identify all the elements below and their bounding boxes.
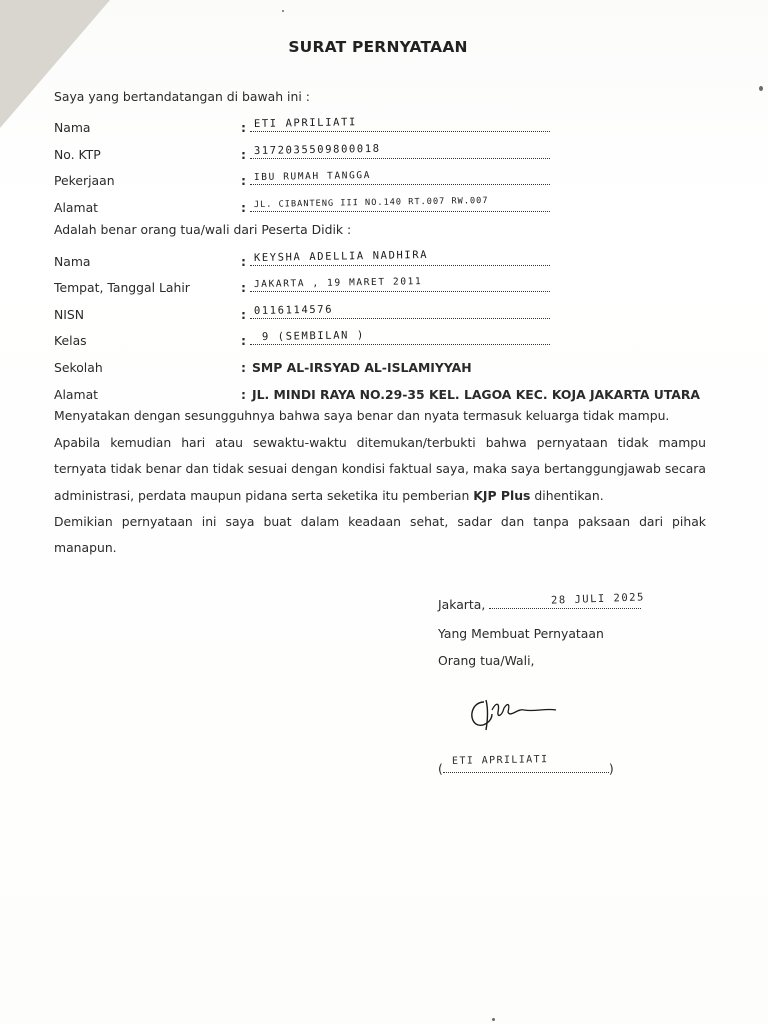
field-label: Nama xyxy=(54,254,91,269)
field-label: Alamat xyxy=(54,200,99,215)
field-label: No. KTP xyxy=(54,147,101,162)
date-dotted-line xyxy=(489,591,646,609)
dotted-line xyxy=(250,265,550,266)
field-colon: : xyxy=(241,280,246,295)
paren-close: ) xyxy=(608,761,614,776)
handwritten-signer-name: ETI APRILIATI xyxy=(451,754,549,767)
guardian-label: Orang tua/Wali, xyxy=(438,653,535,668)
field-label: Kelas xyxy=(54,333,87,348)
field-row-nisn xyxy=(54,302,754,322)
field-label: NISN xyxy=(54,307,85,322)
closing-text: Demikian pernyataan ini saya buat dalam keadaan sehat, sadar dan tanpa paksaan dari pihak manapun. xyxy=(54,514,706,556)
field-colon: : xyxy=(241,360,246,375)
place-date-line xyxy=(438,591,646,612)
field-label: Nama xyxy=(54,120,91,135)
paren-open: ( xyxy=(438,761,443,776)
field-colon: : xyxy=(241,173,246,188)
dotted-line xyxy=(250,211,550,212)
paper-speck xyxy=(492,1018,495,1021)
dotted-line xyxy=(250,291,550,292)
field-row-alamat xyxy=(54,195,754,215)
dotted-line xyxy=(250,184,550,185)
field-label: Sekolah xyxy=(54,360,103,375)
handwritten-value: IBU RUMAH TANGGA xyxy=(253,169,372,183)
consequence-end: dihentikan. xyxy=(534,487,604,503)
school-name-value: SMP AL-IRSYAD AL-ISLAMIYYAH xyxy=(252,360,472,375)
dotted-line xyxy=(250,131,550,132)
field-row-kelas xyxy=(54,328,754,348)
field-colon: : xyxy=(241,333,246,348)
handwritten-date: 28 JULI 2025 xyxy=(551,591,646,607)
field-label: Alamat xyxy=(54,387,99,402)
paper-speck xyxy=(282,10,284,12)
field-row-alamat-sekolah xyxy=(54,382,754,402)
field-row-sekolah xyxy=(54,355,754,375)
field-row-nama-siswa xyxy=(54,249,754,269)
folded-corner xyxy=(0,0,110,128)
handwritten-value: ETI APRILIATI xyxy=(253,116,357,130)
school-address-value: JL. MINDI RAYA NO.29-35 KEL. LAGOA KEC. KOJA JAKARTA UTARA xyxy=(252,387,701,402)
handwritten-value: JAKARTA , 19 MARET 2011 xyxy=(253,276,423,290)
document-title: SURAT PERNYATAAN xyxy=(288,38,468,56)
statement-text: Menyatakan dengan sesungguhnya bahwa saya benar dan nyata termasuk keluarga tidak mampu. xyxy=(54,408,670,423)
paper-speck xyxy=(759,86,763,91)
field-label: Tempat, Tanggal Lahir xyxy=(54,280,190,295)
student-intro-text: Adalah benar orang tua/wali dari Peserta Didik : xyxy=(54,222,352,237)
field-label: Pekerjaan xyxy=(54,173,115,188)
field-colon: : xyxy=(241,147,246,162)
consequence-text: Apabila kemudian hari atau sewaktu-waktu ditemukan/terbukti bahwa pernyataan tidak mampu ternyata tidak benar dan tidak sesuai dengan kondisi faktual saya, maka saya bertanggungjawab secara administrasi, perdata maupun pidana serta seketika itu pemberian xyxy=(54,435,706,503)
maker-label: Yang Membuat Pernyataan xyxy=(438,626,604,641)
field-colon: : xyxy=(241,200,246,215)
field-row-ttl xyxy=(54,275,754,295)
dotted-line xyxy=(250,158,550,159)
handwritten-value: 0116114576 xyxy=(253,303,334,317)
place-label: Jakarta, xyxy=(438,597,486,612)
handwritten-value: 3172035509800018 xyxy=(253,142,381,157)
dotted-line xyxy=(250,344,550,345)
statement-paragraph xyxy=(54,403,706,429)
field-colon: : xyxy=(241,387,246,402)
handwritten-value: JL. CIBANTENG III NO.140 RT.007 RW.007 xyxy=(253,195,489,210)
closing-paragraph xyxy=(54,509,706,562)
dotted-line xyxy=(250,318,550,319)
field-row-ktp xyxy=(54,142,754,162)
program-name: KJP Plus xyxy=(473,487,531,503)
field-colon: : xyxy=(241,254,246,269)
field-colon: : xyxy=(241,307,246,322)
consequence-paragraph xyxy=(54,430,706,509)
handwritten-value: 9 (SEMBILAN ) xyxy=(261,329,365,343)
field-row-nama xyxy=(54,115,754,135)
handwritten-value: KEYSHA ADELLIA NADHIRA xyxy=(253,248,429,264)
field-colon: : xyxy=(241,120,246,135)
handwritten-signature xyxy=(462,688,562,738)
field-row-pekerjaan xyxy=(54,168,754,188)
intro-text: Saya yang bertandatangan di bawah ini : xyxy=(54,89,310,104)
